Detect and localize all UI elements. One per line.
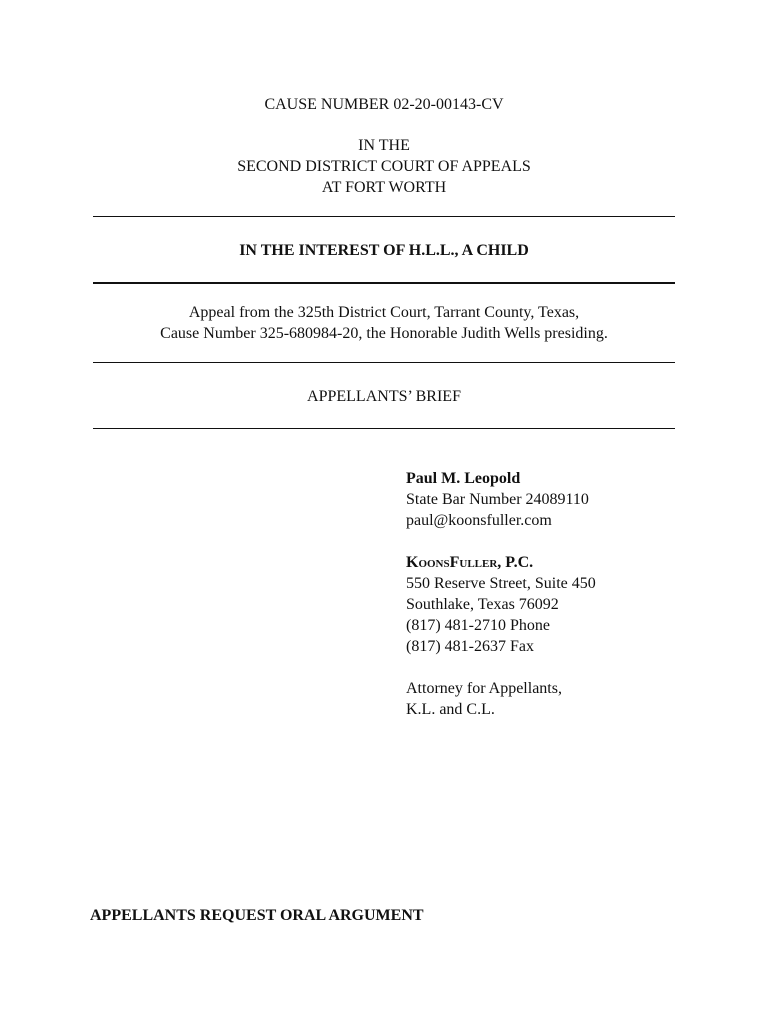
appeal-from-line-2: Cause Number 325-680984-20, the Honorable Judith Wells presiding. (160, 325, 608, 342)
oral-argument-request: APPELLANTS REQUEST ORAL ARGUMENT (90, 907, 424, 924)
bar-number: State Bar Number 24089110 (406, 491, 589, 508)
divider-rule-thick (93, 282, 675, 284)
attorney-role-line-2: K.L. and C.L. (406, 701, 495, 718)
court-location: AT FORT WORTH (321, 179, 447, 196)
case-title: IN THE INTEREST OF H.L.L., A CHILD (239, 242, 529, 259)
document-title: APPELLANTS’ BRIEF (307, 388, 461, 405)
address-line-1: 550 Reserve Street, Suite 450 (406, 575, 596, 592)
counsel-block (406, 468, 596, 720)
divider-rule (93, 362, 675, 363)
divider-rule (93, 216, 675, 217)
divider-rule (93, 428, 675, 429)
address-line-2: Southlake, Texas 76092 (406, 596, 559, 613)
firm-name: KoonsFuller, P.C. (406, 554, 534, 571)
attorney-email: paul@koonsfuller.com (406, 512, 552, 529)
court-name: SECOND DISTRICT COURT OF APPEALS (237, 158, 531, 175)
in-the-line: IN THE (358, 137, 410, 154)
appeal-from-line-1: Appeal from the 325th District Court, Tarrant County, Texas, (188, 304, 580, 321)
fax-number: (817) 481-2637 Fax (406, 638, 534, 655)
attorney-role-line-1: Attorney for Appellants, (406, 680, 562, 697)
attorney-name: Paul M. Leopold (406, 470, 521, 487)
phone-number: (817) 481-2710 Phone (406, 617, 550, 634)
cause-number: CAUSE NUMBER 02-20-00143-CV (264, 96, 504, 113)
